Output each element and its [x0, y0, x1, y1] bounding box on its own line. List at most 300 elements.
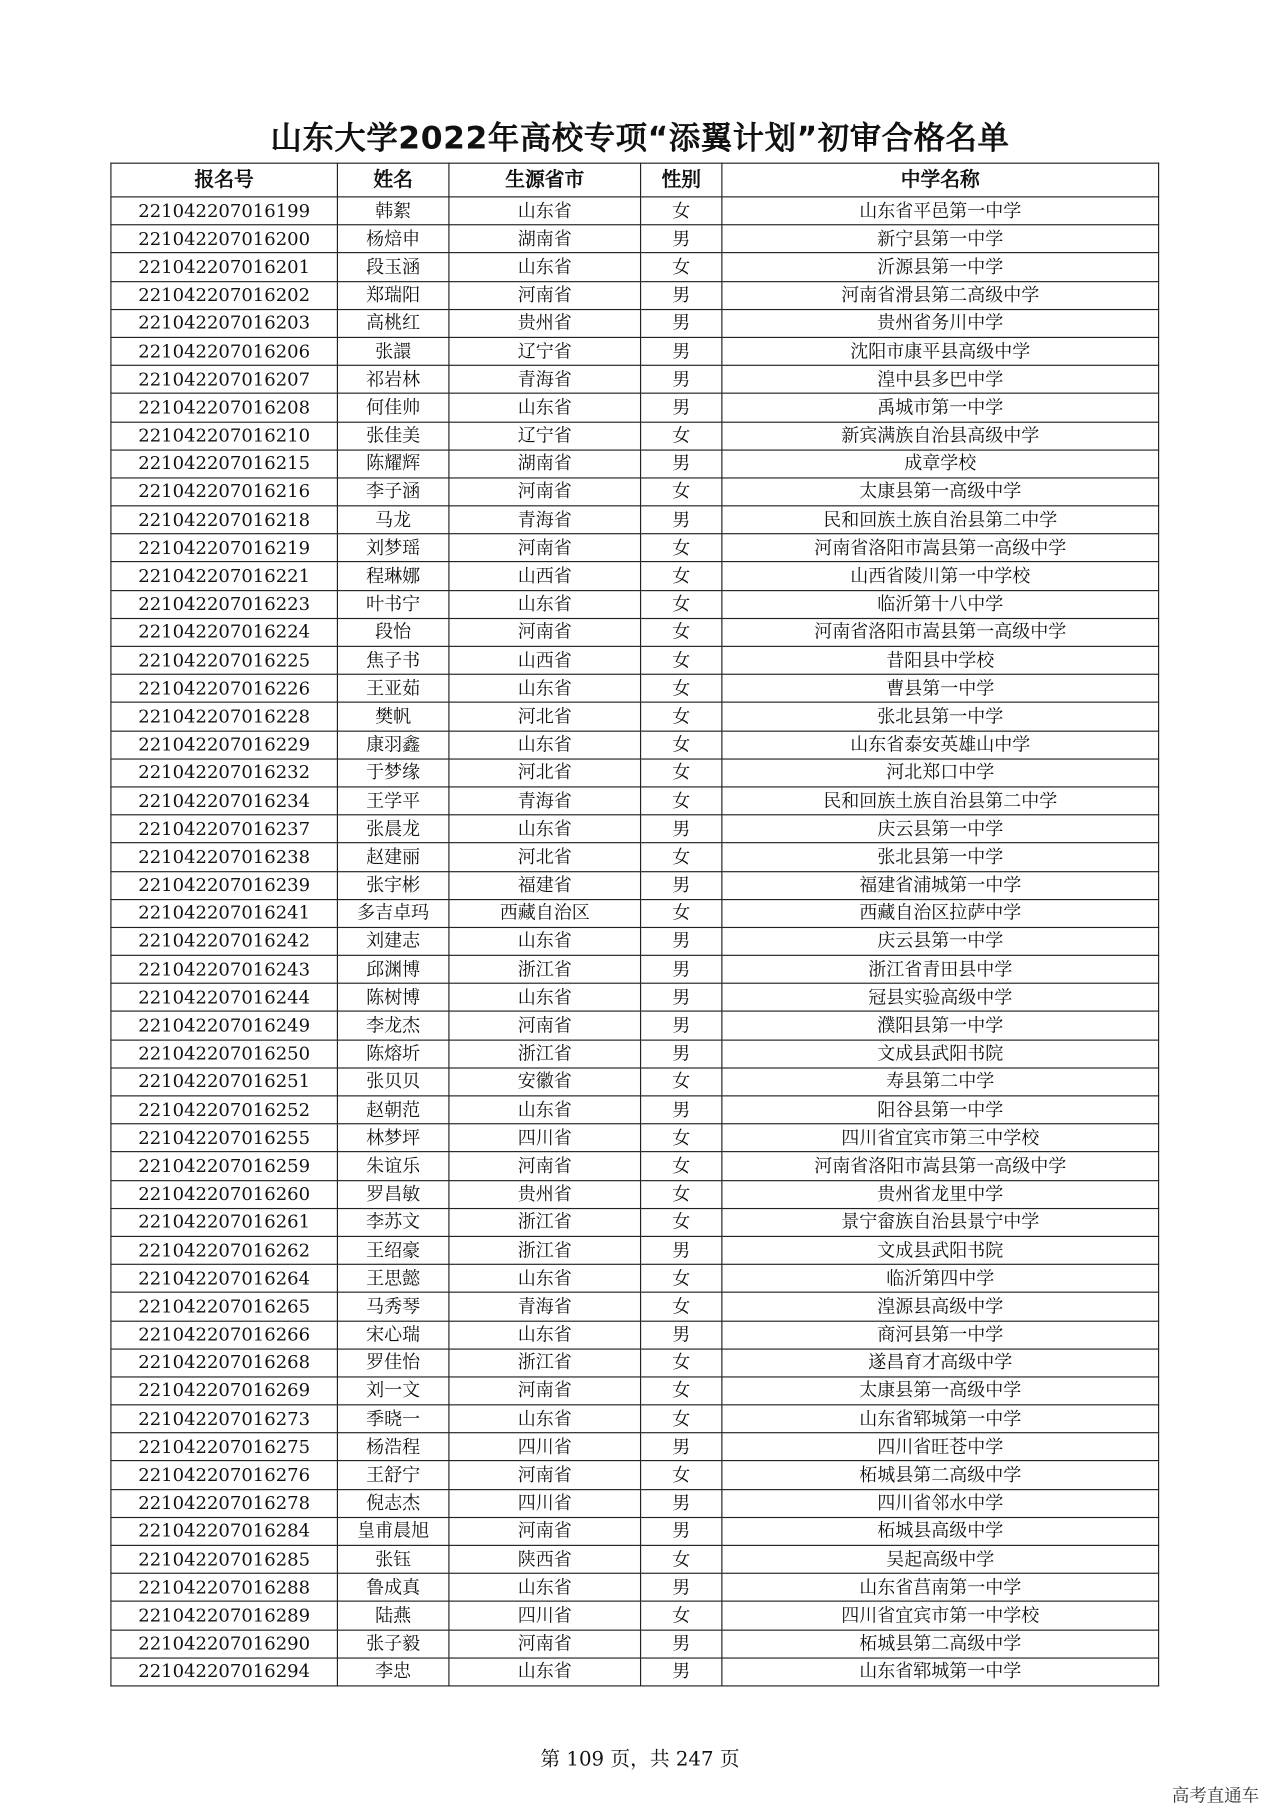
gender-cell: 女: [641, 1405, 722, 1433]
name-cell: 于梦缘: [337, 759, 449, 787]
table-body: [111, 197, 1159, 1686]
province-cell: 河北省: [449, 843, 641, 871]
registration-number-cell: 221042207016269: [111, 1377, 337, 1405]
name-cell: 张晨龙: [337, 815, 449, 843]
province-cell: 浙江省: [449, 1040, 641, 1068]
school-cell: 冠县实验高级中学: [722, 984, 1159, 1012]
name-cell: 鲁成真: [337, 1573, 449, 1601]
school-cell: 庆云县第一中学: [722, 815, 1159, 843]
registration-number-cell: 221042207016208: [111, 394, 337, 422]
gender-cell: 男: [641, 927, 722, 955]
registration-number-cell: 221042207016206: [111, 337, 337, 365]
province-cell: 辽宁省: [449, 422, 641, 450]
name-cell: 张子毅: [337, 1630, 449, 1658]
table-row: [111, 787, 1159, 815]
province-cell: 河南省: [449, 1377, 641, 1405]
name-cell: 王亚茹: [337, 674, 449, 702]
school-cell: 四川省旺苍中学: [722, 1433, 1159, 1461]
gender-cell: 女: [641, 1349, 722, 1377]
registration-number-cell: 221042207016221: [111, 562, 337, 590]
gender-cell: 男: [641, 309, 722, 337]
table-row: [111, 394, 1159, 422]
gender-cell: 女: [641, 1264, 722, 1292]
registration-number-cell: 221042207016255: [111, 1124, 337, 1152]
registration-number-cell: 221042207016273: [111, 1405, 337, 1433]
column-header-name: 姓名: [337, 163, 449, 197]
province-cell: 河南省: [449, 534, 641, 562]
registration-number-cell: 221042207016244: [111, 984, 337, 1012]
gender-cell: 女: [641, 759, 722, 787]
table-row: [111, 309, 1159, 337]
school-cell: 柘城县第二高级中学: [722, 1630, 1159, 1658]
name-cell: 程琳娜: [337, 562, 449, 590]
school-cell: 山东省平邑第一中学: [722, 197, 1159, 225]
table-row: [111, 1377, 1159, 1405]
name-cell: 杨焙申: [337, 225, 449, 253]
school-cell: 河南省滑县第二高级中学: [722, 281, 1159, 309]
gender-cell: 男: [641, 871, 722, 899]
gender-cell: 女: [641, 787, 722, 815]
school-cell: 山西省陵川第一中学校: [722, 562, 1159, 590]
name-cell: 林梦坪: [337, 1124, 449, 1152]
gender-cell: 男: [641, 337, 722, 365]
gender-cell: 男: [641, 281, 722, 309]
table-row: [111, 506, 1159, 534]
name-cell: 刘建志: [337, 927, 449, 955]
province-cell: 青海省: [449, 1293, 641, 1321]
name-cell: 焦子书: [337, 646, 449, 674]
province-cell: 贵州省: [449, 1180, 641, 1208]
province-cell: 山东省: [449, 1658, 641, 1686]
name-cell: 王思懿: [337, 1264, 449, 1292]
name-cell: 季晓一: [337, 1405, 449, 1433]
name-cell: 樊帆: [337, 703, 449, 731]
gender-cell: 女: [641, 1124, 722, 1152]
table-row: [111, 1545, 1159, 1573]
registration-number-cell: 221042207016239: [111, 871, 337, 899]
province-cell: 安徽省: [449, 1068, 641, 1096]
table-row: [111, 225, 1159, 253]
province-cell: 河北省: [449, 759, 641, 787]
name-cell: 多吉卓玛: [337, 899, 449, 927]
school-cell: 沂源县第一中学: [722, 253, 1159, 281]
province-cell: 河北省: [449, 703, 641, 731]
registration-number-cell: 221042207016266: [111, 1321, 337, 1349]
province-cell: 山东省: [449, 674, 641, 702]
school-cell: 文成县武阳书院: [722, 1236, 1159, 1264]
registration-number-cell: 221042207016251: [111, 1068, 337, 1096]
gender-cell: 男: [641, 1012, 722, 1040]
registration-number-cell: 221042207016216: [111, 478, 337, 506]
name-cell: 陆燕: [337, 1602, 449, 1630]
name-cell: 朱谊乐: [337, 1152, 449, 1180]
gender-cell: 女: [641, 1602, 722, 1630]
province-cell: 河南省: [449, 1461, 641, 1489]
table-row: [111, 815, 1159, 843]
gender-cell: 男: [641, 1321, 722, 1349]
registration-number-cell: 221042207016243: [111, 955, 337, 983]
name-cell: 邱渊博: [337, 955, 449, 983]
province-cell: 山东省: [449, 927, 641, 955]
gender-cell: 女: [641, 253, 722, 281]
table-row: [111, 618, 1159, 646]
table-row: [111, 646, 1159, 674]
registration-number-cell: 221042207016226: [111, 674, 337, 702]
registration-number-cell: 221042207016294: [111, 1658, 337, 1686]
gender-cell: 男: [641, 1517, 722, 1545]
registration-number-cell: 221042207016229: [111, 731, 337, 759]
gender-cell: 男: [641, 1658, 722, 1686]
province-cell: 湖南省: [449, 225, 641, 253]
province-cell: 山东省: [449, 1096, 641, 1124]
gender-cell: 女: [641, 1068, 722, 1096]
gender-cell: 女: [641, 422, 722, 450]
province-cell: 河南省: [449, 1517, 641, 1545]
school-cell: 河北郑口中学: [722, 759, 1159, 787]
registration-number-cell: 221042207016203: [111, 309, 337, 337]
school-cell: 四川省宜宾市第三中学校: [722, 1124, 1159, 1152]
registration-number-cell: 221042207016252: [111, 1096, 337, 1124]
name-cell: 王绍豪: [337, 1236, 449, 1264]
name-cell: 赵建丽: [337, 843, 449, 871]
registration-number-cell: 221042207016241: [111, 899, 337, 927]
table-row: [111, 1040, 1159, 1068]
table-row: [111, 1405, 1159, 1433]
school-cell: 山东省郓城第一中学: [722, 1405, 1159, 1433]
table-row: [111, 450, 1159, 478]
school-cell: 成章学校: [722, 450, 1159, 478]
province-cell: 湖南省: [449, 450, 641, 478]
registration-number-cell: 221042207016219: [111, 534, 337, 562]
registration-number-cell: 221042207016201: [111, 253, 337, 281]
gender-cell: 女: [641, 590, 722, 618]
registration-number-cell: 221042207016285: [111, 1545, 337, 1573]
gender-cell: 男: [641, 1489, 722, 1517]
school-cell: 遂昌育才高级中学: [722, 1349, 1159, 1377]
province-cell: 河南省: [449, 281, 641, 309]
province-cell: 河南省: [449, 478, 641, 506]
school-cell: 山东省莒南第一中学: [722, 1573, 1159, 1601]
gender-cell: 男: [641, 1040, 722, 1068]
page-number-footer: 第 109 页，共 247 页: [540, 1748, 740, 1772]
school-cell: 柘城县高级中学: [722, 1517, 1159, 1545]
registration-number-cell: 221042207016202: [111, 281, 337, 309]
school-cell: 文成县武阳书院: [722, 1040, 1159, 1068]
table-row: [111, 984, 1159, 1012]
registration-number-cell: 221042207016265: [111, 1293, 337, 1321]
province-cell: 西藏自治区: [449, 899, 641, 927]
gender-cell: 男: [641, 1236, 722, 1264]
province-cell: 福建省: [449, 871, 641, 899]
registration-number-cell: 221042207016278: [111, 1489, 337, 1517]
registration-number-cell: 221042207016199: [111, 197, 337, 225]
province-cell: 辽宁省: [449, 337, 641, 365]
table-row: [111, 281, 1159, 309]
province-cell: 山东省: [449, 590, 641, 618]
table-row: [111, 253, 1159, 281]
province-cell: 山东省: [449, 1573, 641, 1601]
name-cell: 陈树博: [337, 984, 449, 1012]
name-cell: 王学平: [337, 787, 449, 815]
gender-cell: 男: [641, 955, 722, 983]
table-row: [111, 1602, 1159, 1630]
table-row: [111, 422, 1159, 450]
province-cell: 四川省: [449, 1433, 641, 1461]
table-row: [111, 1068, 1159, 1096]
table-row: [111, 955, 1159, 983]
table-row: [111, 1321, 1159, 1349]
gender-cell: 女: [641, 674, 722, 702]
name-cell: 马龙: [337, 506, 449, 534]
school-cell: 福建省浦城第一中学: [722, 871, 1159, 899]
table-row: [111, 1096, 1159, 1124]
province-cell: 山东省: [449, 731, 641, 759]
name-cell: 刘梦瑶: [337, 534, 449, 562]
province-cell: 河南省: [449, 1012, 641, 1040]
registration-number-cell: 221042207016232: [111, 759, 337, 787]
province-cell: 山东省: [449, 1405, 641, 1433]
registration-number-cell: 221042207016249: [111, 1012, 337, 1040]
school-cell: 昔阳县中学校: [722, 646, 1159, 674]
table-row: [111, 899, 1159, 927]
name-cell: 罗昌敏: [337, 1180, 449, 1208]
table-row: [111, 1630, 1159, 1658]
table-row: [111, 843, 1159, 871]
school-cell: 柘城县第二高级中学: [722, 1461, 1159, 1489]
table-row: [111, 674, 1159, 702]
gender-cell: 男: [641, 1630, 722, 1658]
table-row: [111, 1264, 1159, 1292]
province-cell: 浙江省: [449, 1236, 641, 1264]
table-row: [111, 534, 1159, 562]
gender-cell: 女: [641, 899, 722, 927]
name-cell: 张宇彬: [337, 871, 449, 899]
name-cell: 高桃红: [337, 309, 449, 337]
school-cell: 山东省郓城第一中学: [722, 1658, 1159, 1686]
table-row: [111, 1293, 1159, 1321]
school-cell: 濮阳县第一中学: [722, 1012, 1159, 1040]
name-cell: 张譞: [337, 337, 449, 365]
school-cell: 曹县第一中学: [722, 674, 1159, 702]
name-cell: 叶书宁: [337, 590, 449, 618]
province-cell: 浙江省: [449, 1208, 641, 1236]
school-cell: 张北县第一中学: [722, 843, 1159, 871]
province-cell: 山东省: [449, 815, 641, 843]
province-cell: 四川省: [449, 1124, 641, 1152]
registration-number-cell: 221042207016238: [111, 843, 337, 871]
school-cell: 临沂第四中学: [722, 1264, 1159, 1292]
school-cell: 湟中县多巴中学: [722, 365, 1159, 393]
table-row: [111, 1180, 1159, 1208]
table-row: [111, 731, 1159, 759]
name-cell: 陈熔圻: [337, 1040, 449, 1068]
gender-cell: 男: [641, 450, 722, 478]
gender-cell: 女: [641, 1180, 722, 1208]
school-cell: 河南省洛阳市嵩县第一高级中学: [722, 618, 1159, 646]
name-cell: 康羽鑫: [337, 731, 449, 759]
school-cell: 浙江省青田县中学: [722, 955, 1159, 983]
name-cell: 王舒宁: [337, 1461, 449, 1489]
school-cell: 新宁县第一中学: [722, 225, 1159, 253]
registration-number-cell: 221042207016284: [111, 1517, 337, 1545]
school-cell: 民和回族土族自治县第二中学: [722, 787, 1159, 815]
gender-cell: 男: [641, 225, 722, 253]
gender-cell: 男: [641, 506, 722, 534]
name-cell: 刘一文: [337, 1377, 449, 1405]
province-cell: 山东省: [449, 1321, 641, 1349]
name-cell: 李子涵: [337, 478, 449, 506]
name-cell: 皇甫晨旭: [337, 1517, 449, 1545]
name-cell: 何佳帅: [337, 394, 449, 422]
school-cell: 吴起高级中学: [722, 1545, 1159, 1573]
gender-cell: 女: [641, 646, 722, 674]
gender-cell: 女: [641, 731, 722, 759]
name-cell: 韩絮: [337, 197, 449, 225]
column-header-registration-number: 报名号: [111, 163, 337, 197]
table-header-row: [111, 163, 1159, 197]
table-row: [111, 1517, 1159, 1545]
school-cell: 湟源县高级中学: [722, 1293, 1159, 1321]
name-cell: 宋心瑞: [337, 1321, 449, 1349]
school-cell: 庆云县第一中学: [722, 927, 1159, 955]
registration-number-cell: 221042207016218: [111, 506, 337, 534]
gender-cell: 女: [641, 534, 722, 562]
registration-number-cell: 221042207016237: [111, 815, 337, 843]
registration-number-cell: 221042207016210: [111, 422, 337, 450]
registration-number-cell: 221042207016225: [111, 646, 337, 674]
school-cell: 张北县第一中学: [722, 703, 1159, 731]
school-cell: 民和回族土族自治县第二中学: [722, 506, 1159, 534]
table-row: [111, 1489, 1159, 1517]
registration-number-cell: 221042207016290: [111, 1630, 337, 1658]
gender-cell: 女: [641, 1461, 722, 1489]
school-cell: 阳谷县第一中学: [722, 1096, 1159, 1124]
province-cell: 河南省: [449, 1630, 641, 1658]
column-header-school: 中学名称: [722, 163, 1159, 197]
name-cell: 李忠: [337, 1658, 449, 1686]
province-cell: 浙江省: [449, 955, 641, 983]
table-row: [111, 1208, 1159, 1236]
name-cell: 段玉涵: [337, 253, 449, 281]
table-row: [111, 759, 1159, 787]
column-header-gender: 性别: [641, 163, 722, 197]
school-cell: 沈阳市康平县高级中学: [722, 337, 1159, 365]
school-cell: 景宁畲族自治县景宁中学: [722, 1208, 1159, 1236]
school-cell: 河南省洛阳市嵩县第一高级中学: [722, 534, 1159, 562]
school-cell: 禹城市第一中学: [722, 394, 1159, 422]
registration-number-cell: 221042207016289: [111, 1602, 337, 1630]
school-cell: 西藏自治区拉萨中学: [722, 899, 1159, 927]
table-row: [111, 365, 1159, 393]
gender-cell: 女: [641, 703, 722, 731]
table-row: [111, 1349, 1159, 1377]
gender-cell: 男: [641, 1096, 722, 1124]
registration-number-cell: 221042207016259: [111, 1152, 337, 1180]
gender-cell: 女: [641, 478, 722, 506]
registration-number-cell: 221042207016223: [111, 590, 337, 618]
province-cell: 青海省: [449, 506, 641, 534]
table-row: [111, 337, 1159, 365]
province-cell: 山东省: [449, 197, 641, 225]
table-row: [111, 478, 1159, 506]
gender-cell: 女: [641, 1208, 722, 1236]
gender-cell: 男: [641, 1433, 722, 1461]
province-cell: 四川省: [449, 1489, 641, 1517]
province-cell: 贵州省: [449, 309, 641, 337]
table-row: [111, 1012, 1159, 1040]
province-cell: 山西省: [449, 562, 641, 590]
registration-number-cell: 221042207016228: [111, 703, 337, 731]
gender-cell: 女: [641, 618, 722, 646]
registration-number-cell: 221042207016275: [111, 1433, 337, 1461]
gender-cell: 女: [641, 1545, 722, 1573]
registration-number-cell: 221042207016200: [111, 225, 337, 253]
name-cell: 赵朝范: [337, 1096, 449, 1124]
table-row: [111, 1124, 1159, 1152]
table-row: [111, 703, 1159, 731]
province-cell: 四川省: [449, 1602, 641, 1630]
school-cell: 四川省宜宾市第一中学校: [722, 1602, 1159, 1630]
province-cell: 河南省: [449, 618, 641, 646]
registration-number-cell: 221042207016234: [111, 787, 337, 815]
table-row: [111, 1573, 1159, 1601]
name-cell: 马秀琴: [337, 1293, 449, 1321]
registration-number-cell: 221042207016242: [111, 927, 337, 955]
province-cell: 山东省: [449, 1264, 641, 1292]
school-cell: 贵州省龙里中学: [722, 1180, 1159, 1208]
gender-cell: 女: [641, 843, 722, 871]
gender-cell: 男: [641, 394, 722, 422]
province-cell: 山西省: [449, 646, 641, 674]
table-row: [111, 927, 1159, 955]
watermark: 高考直通车: [1171, 1785, 1260, 1807]
gender-cell: 女: [641, 197, 722, 225]
gender-cell: 女: [641, 562, 722, 590]
table-row: [111, 871, 1159, 899]
table-row: [111, 562, 1159, 590]
province-cell: 河南省: [449, 1152, 641, 1180]
registration-number-cell: 221042207016250: [111, 1040, 337, 1068]
admission-list-table: [110, 163, 1159, 1687]
name-cell: 李龙杰: [337, 1012, 449, 1040]
gender-cell: 女: [641, 1377, 722, 1405]
name-cell: 罗佳怡: [337, 1349, 449, 1377]
school-cell: 河南省洛阳市嵩县第一高级中学: [722, 1152, 1159, 1180]
gender-cell: 女: [641, 1152, 722, 1180]
registration-number-cell: 221042207016261: [111, 1208, 337, 1236]
table-row: [111, 1658, 1159, 1686]
name-cell: 杨浩程: [337, 1433, 449, 1461]
school-cell: 太康县第一高级中学: [722, 478, 1159, 506]
name-cell: 张钰: [337, 1545, 449, 1573]
school-cell: 寿县第二中学: [722, 1068, 1159, 1096]
registration-number-cell: 221042207016276: [111, 1461, 337, 1489]
gender-cell: 女: [641, 1293, 722, 1321]
province-cell: 山东省: [449, 984, 641, 1012]
registration-number-cell: 221042207016260: [111, 1180, 337, 1208]
registration-number-cell: 221042207016288: [111, 1573, 337, 1601]
school-cell: 商河县第一中学: [722, 1321, 1159, 1349]
registration-number-cell: 221042207016262: [111, 1236, 337, 1264]
province-cell: 山东省: [449, 253, 641, 281]
table-row: [111, 590, 1159, 618]
school-cell: 太康县第一高级中学: [722, 1377, 1159, 1405]
registration-number-cell: 221042207016268: [111, 1349, 337, 1377]
name-cell: 张贝贝: [337, 1068, 449, 1096]
province-cell: 浙江省: [449, 1349, 641, 1377]
table-row: [111, 1461, 1159, 1489]
school-cell: 新宾满族自治县高级中学: [722, 422, 1159, 450]
